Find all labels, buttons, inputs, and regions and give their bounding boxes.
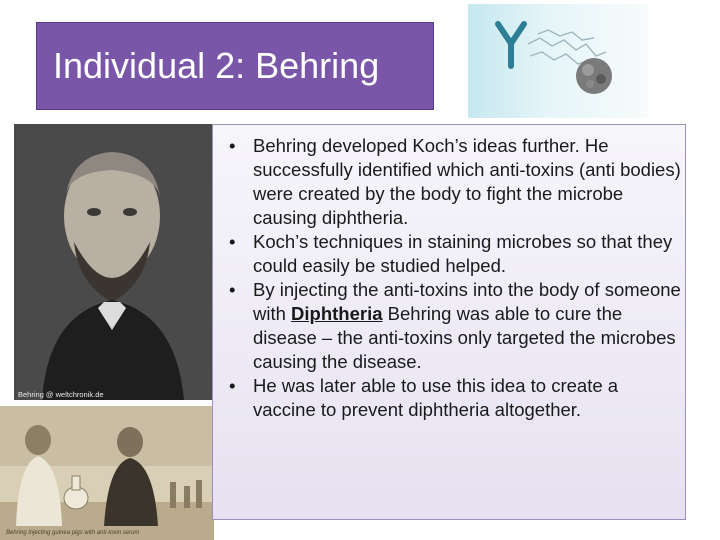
bullet-item [227, 374, 685, 422]
bullet-dot-icon: • [229, 231, 236, 252]
laboratory-caption: Behring injecting guinea pigs with anti-toxin serum [6, 530, 140, 536]
bullet-item [227, 278, 685, 374]
bullet-dot-icon: • [229, 375, 236, 396]
portrait-caption: Behring @ weltchronik.de [18, 390, 104, 399]
antibody-image [468, 4, 648, 118]
bullet-content-box [212, 124, 686, 520]
laboratory-photo [0, 406, 214, 540]
laboratory-illustration [0, 406, 214, 540]
bullet-text-before: By injecting the anti-toxins into the body of someone with [253, 279, 681, 324]
bullet-item [227, 134, 685, 230]
diphtheria-emphasis: Diphtheria [291, 303, 383, 324]
bullet-text: He was later able to use this idea to create a vaccine to prevent diphtheria altogether. [253, 375, 619, 420]
bullet-text: Behring developed Koch’s ideas further. He successfully identified which anti-toxins (anti bodies) were created by the body to fight the microbe causing diphtheria. [253, 135, 681, 228]
bullet-list [227, 134, 685, 422]
bullet-dot-icon: • [229, 279, 236, 300]
slide-title: Individual 2: Behring [53, 45, 380, 86]
slide-title-box [36, 22, 434, 110]
behring-portrait [14, 124, 212, 400]
bullet-item [227, 230, 685, 278]
portrait-illustration [14, 124, 212, 400]
bullet-text: Koch’s techniques in staining microbes so that they could easily be studied helped. [253, 231, 673, 276]
bullet-dot-icon: • [229, 135, 236, 156]
antibody-illustration [468, 4, 648, 118]
bullet-text-after: Behring was able to cure the disease – the anti-toxins only targeted the microbes causing the disease. [253, 303, 676, 372]
